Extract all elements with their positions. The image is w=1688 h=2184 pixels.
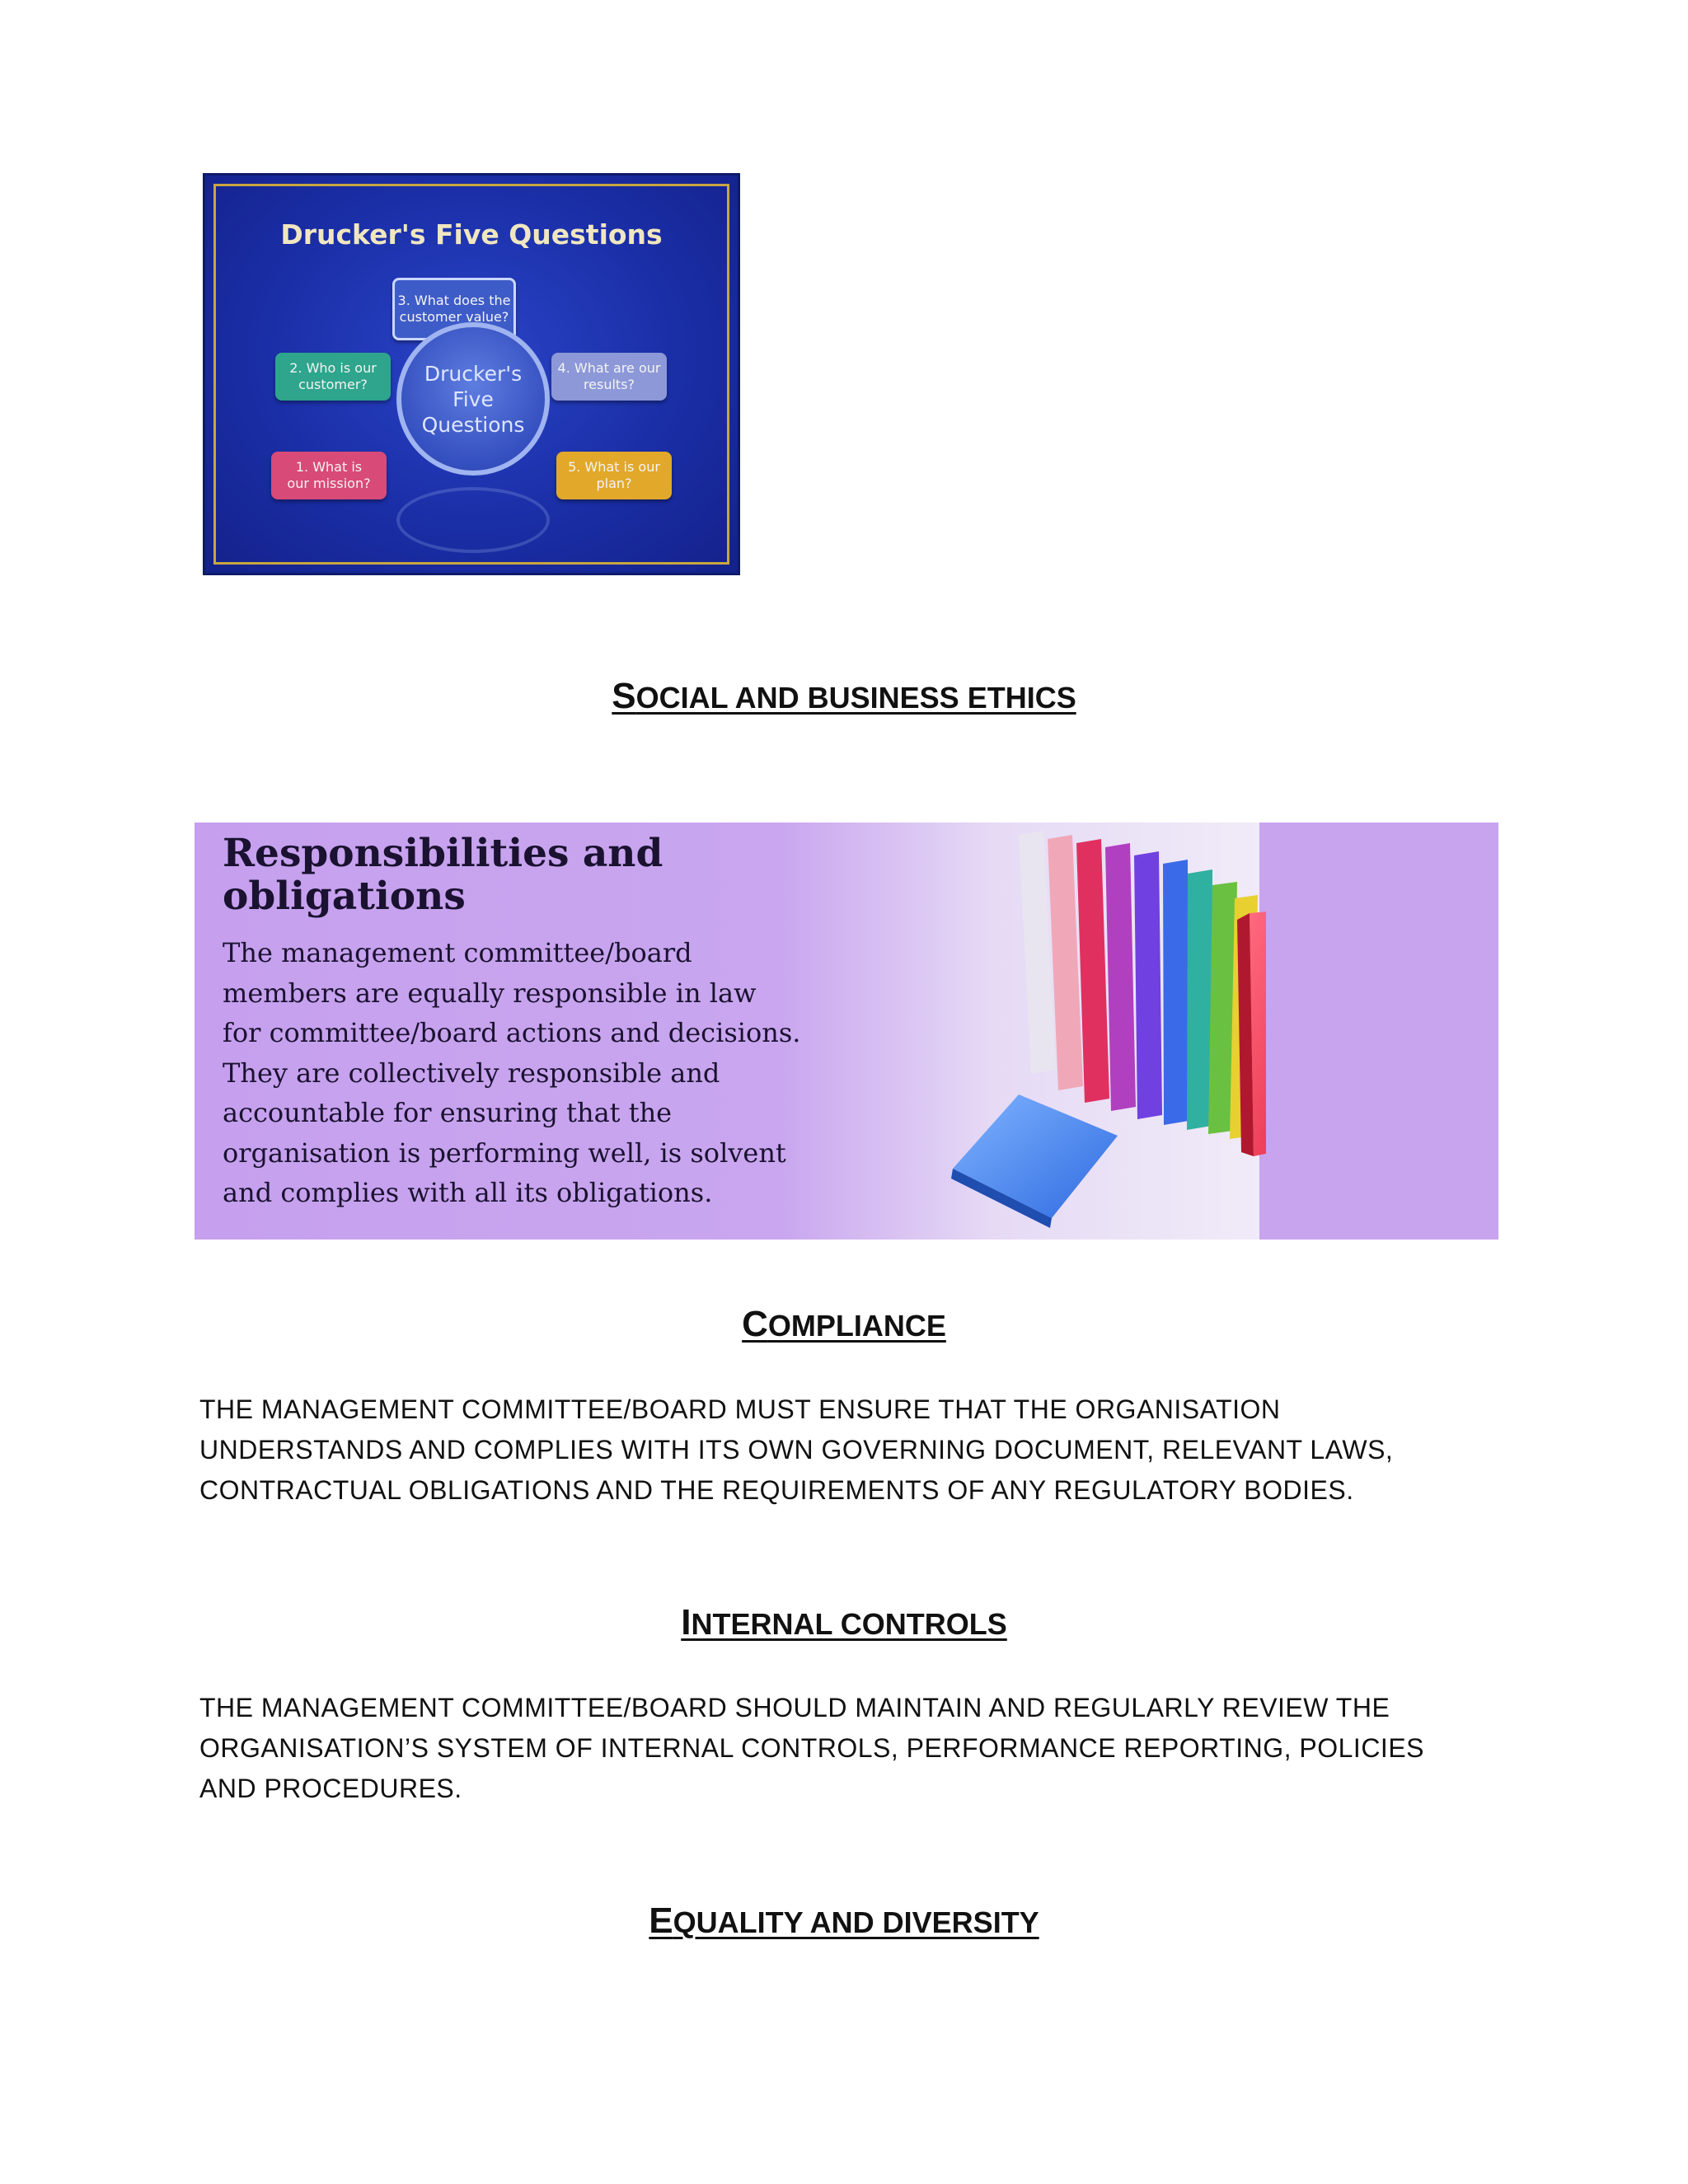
drucker-slide-title: Drucker's Five Questions [280,218,663,251]
drucker-question-2: 2. Who is our customer? [275,353,391,401]
drucker-five-questions-image [203,173,740,575]
drucker-question-5: 5. What is our plan? [556,452,672,499]
heading-internal-controls: INTERNAL CONTROLS [681,1602,1007,1643]
drucker-question-3: 3. What does the customer value? [392,278,516,340]
responsibilities-banner-image [195,823,1498,1240]
heading-equality-diversity: EQUALITY AND DIVERSITY [649,1900,1039,1941]
responsibilities-banner-panel [195,823,1259,1240]
compliance-paragraph: THE MANAGEMENT COMMITTEE/BOARD MUST ENSURE THAT THE ORGANISATION UNDERSTANDS AND COMPLIES WITH ITS OWN GOVERNING DOCUMENT, RELEVANT LAWS, CONTRACTUAL OBLIGATIONS AND THE REQUIREMENTS OF ANY REGULATORY BODIES. [199,1394,1394,1505]
drucker-question-1: 1. What is our mission? [271,452,387,499]
drucker-question-4: 4. What are our results? [551,353,667,401]
heading-social-business-ethics: SOCIAL AND BUSINESS ETHICS [612,676,1076,716]
internal-controls-paragraph: THE MANAGEMENT COMMITTEE/BOARD SHOULD MAINTAIN AND REGULARLY REVIEW THE ORGANISATION’S SYSTEM OF INTERNAL CONTROLS, PERFORMANCE REPORTING, POLICIES AND PROCEDURES. [199,1693,1424,1803]
drucker-circle-reflection [396,487,550,553]
heading-compliance: COMPLIANCE [742,1304,946,1344]
responsibilities-title: Responsibilities and obligations [223,831,663,919]
responsibilities-text: The management committee/board members are equally responsible in law for committee/board actions and decisions. They are collectively responsible and accountable for ensuring that the organisation is performing well, is solvent and complies with all its obligations. [223,937,801,1208]
books-illustration-icon [771,823,1266,1240]
drucker-center-circle: Drucker's Five Questions [396,322,550,476]
